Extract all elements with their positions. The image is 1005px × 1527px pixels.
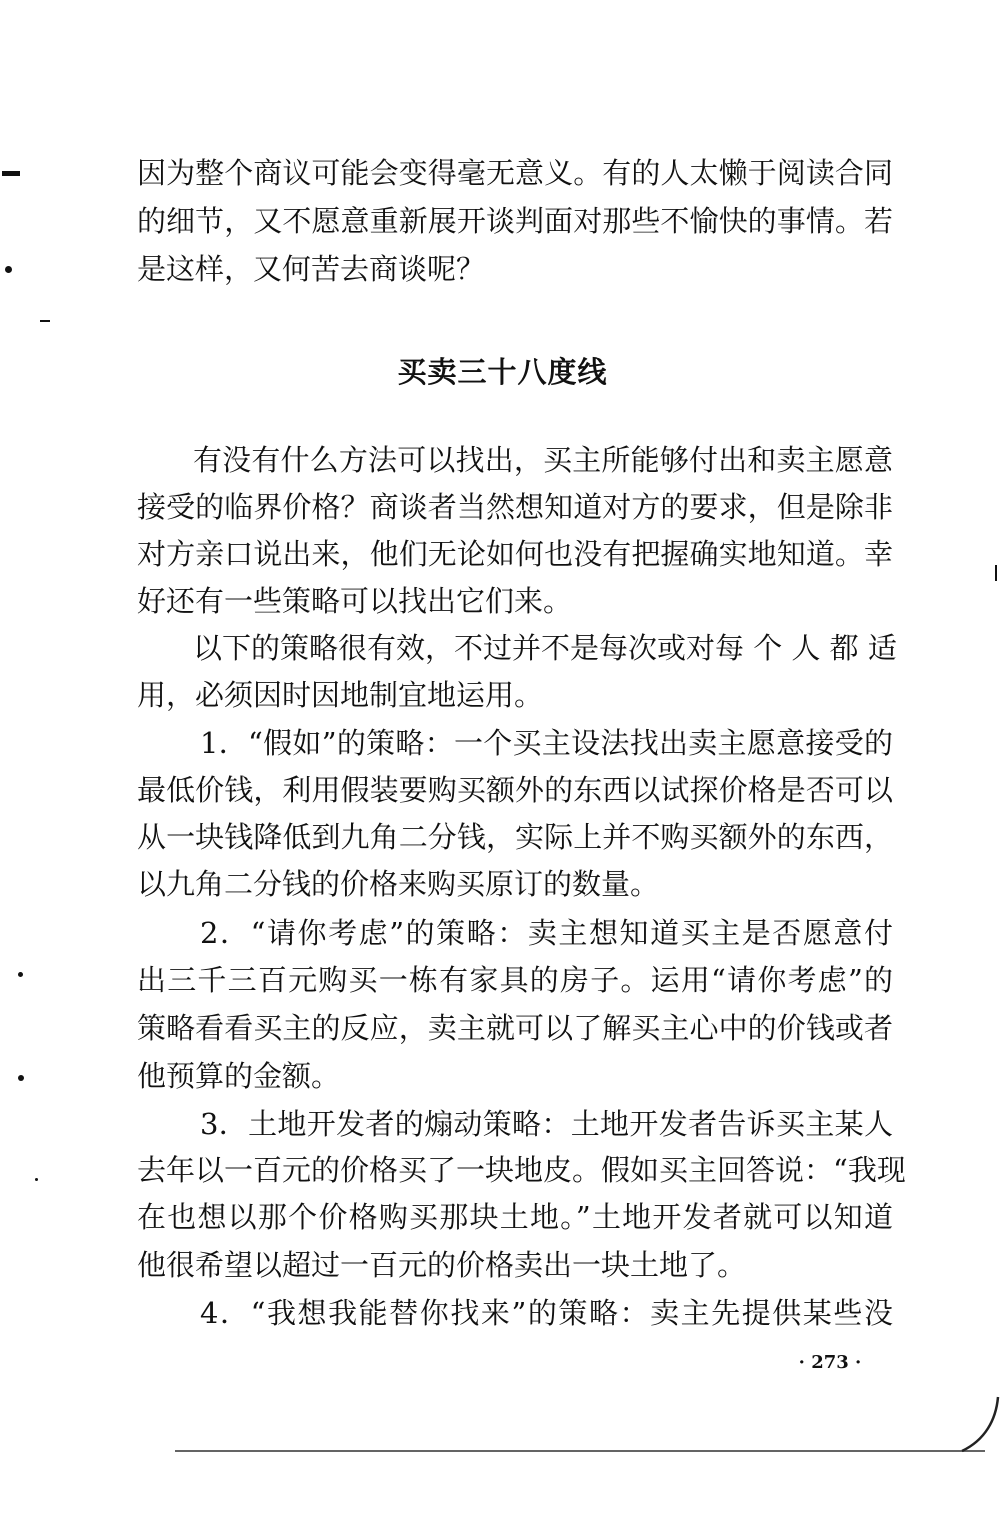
text-line: 最低价钱，利用假装要购买额外的东西以试探价格是否可以 (137, 773, 893, 807)
margin-dot (18, 1075, 24, 1081)
text-line: 他预算的金额。 (137, 1059, 341, 1093)
text-line: 策略看看买主的反应，卖主就可以了解买主心中的价钱或者 (137, 1011, 893, 1045)
text-line: 2．“请你考虑”的策略：卖主想知道买主是否愿意付 (200, 916, 893, 950)
text-line: 4．“我想我能替你找来”的策略：卖主先提供某些没 (200, 1296, 893, 1330)
text-line: 用，必须因时因地制宜地运用。 (137, 678, 544, 712)
page-corner-curl-icon (960, 1395, 1000, 1455)
margin-dot (18, 972, 23, 977)
text-line: 因为整个商议可能会变得毫无意义。有的人太懒于阅读合同 (137, 156, 893, 190)
margin-arrow-mark (2, 171, 20, 176)
text-line: 3．土地开发者的煽动策略：土地开发者告诉买主某人 (200, 1107, 893, 1141)
margin-dot (35, 1178, 38, 1181)
text-line: 1．“假如”的策略：一个买主设法找出卖主愿意接受的 (200, 726, 893, 760)
text-line: 以九角二分钱的价格来购买原订的数量。 (137, 867, 660, 901)
text-line: 去年以一百元的价格买了一块地皮。假如买主回答说：“我现 (137, 1153, 906, 1187)
text-line: 从一块钱降低到九角二分钱，实际上并不购买额外的东西， (137, 820, 893, 854)
margin-dot (5, 266, 12, 273)
section-heading: 买卖三十八度线 (397, 355, 608, 389)
page-bottom-edge (175, 1450, 985, 1452)
margin-dash (40, 320, 50, 322)
text-line: 对方亲口说出来，他们无论如何也没有把握确实地知道。幸 (137, 537, 893, 571)
text-line: 接受的临界价格？商谈者当然想知道对方的要求，但是除非 (137, 490, 893, 524)
text-line: 以下的策略很有效，不过并不是每次或对每 个 人 都 适 (193, 631, 897, 665)
text-line: 是这样，又何苦去商谈呢？ (137, 252, 486, 286)
text-line: 有没有什么方法可以找出，买主所能够付出和卖主愿意 (193, 443, 893, 477)
margin-dash (995, 565, 997, 581)
text-line: 他很希望以超过一百元的价格卖出一块土地了。 (137, 1248, 747, 1282)
page-number: · 273 · (798, 1352, 862, 1373)
text-line: 在也想以那个价格购买那块土地。”土地开发者就可以知道 (137, 1200, 893, 1234)
text-line: 出三千三百元购买一栋有家具的房子。运用“请你考虑”的 (137, 963, 893, 997)
text-line: 的细节，又不愿意重新展开谈判面对那些不愉快的事情。若 (137, 204, 893, 238)
text-line: 好还有一些策略可以找出它们来。 (137, 584, 573, 618)
